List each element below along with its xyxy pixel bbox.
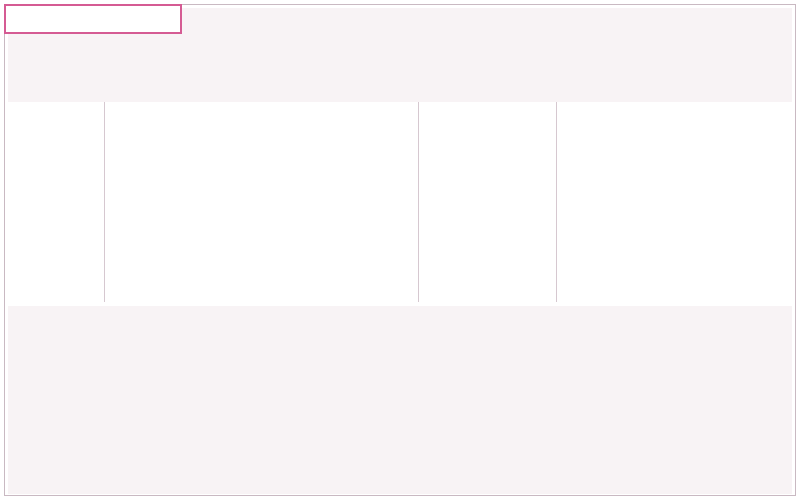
- column-divider: [418, 102, 419, 302]
- conversation-view-panel: [8, 306, 792, 494]
- page-title: [4, 4, 182, 34]
- label-divider: [104, 102, 105, 302]
- right-label-divider: [556, 102, 557, 302]
